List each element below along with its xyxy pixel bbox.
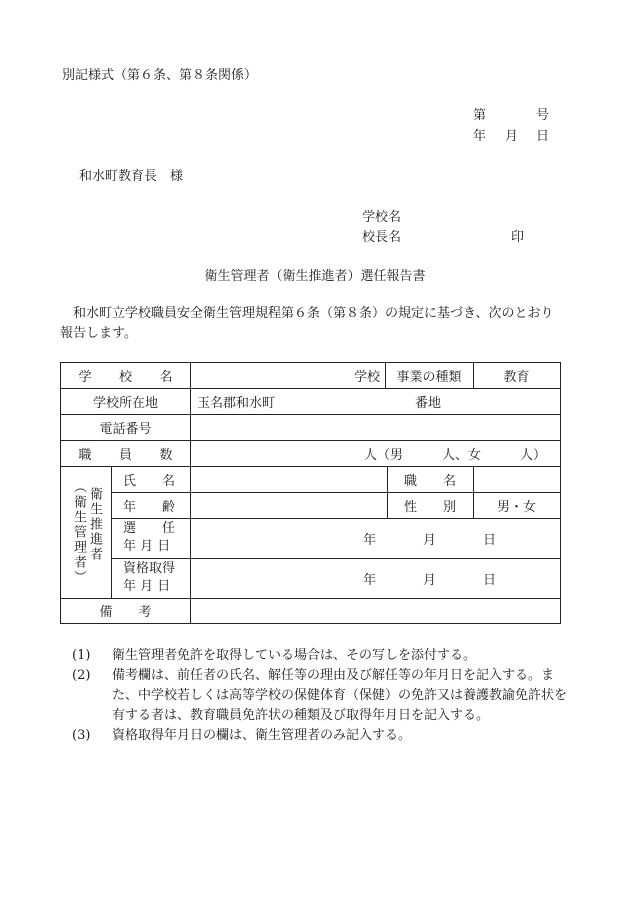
date-year-label: 年 — [473, 129, 487, 144]
name-header: 氏 名 — [123, 473, 176, 489]
staff-count-field[interactable] — [190, 440, 560, 466]
remarks-header: 備 考 — [99, 605, 152, 620]
appointment-date-field[interactable] — [190, 518, 560, 558]
note-text: 衛生管理者免許を取得している場合は、その写しを添付する。 — [112, 648, 477, 663]
age-header: 年 齢 — [123, 499, 176, 515]
qualification-date-header — [111, 558, 190, 598]
qualification-header-line2: 年 月 日 — [123, 579, 171, 594]
note-item — [72, 666, 572, 726]
phone-field[interactable] — [190, 414, 560, 440]
form-reference: 別記様式（第６条、第８条関係） — [62, 68, 258, 83]
appointment-header-line1: 選 任 — [123, 521, 176, 536]
qualification-header-line1: 資格取得 — [123, 561, 176, 576]
staff-count-value: 人（男 人、女 人） — [363, 447, 546, 463]
note-item — [72, 726, 572, 746]
name-field[interactable] — [190, 466, 387, 492]
number-label: 第 — [473, 108, 487, 123]
manager-group-label-1: （衛生管理者） — [71, 479, 86, 585]
business-type-value: 教育 — [503, 370, 530, 385]
appointment-date-header — [111, 518, 190, 558]
qualification-month: 月 — [423, 572, 437, 588]
note-item — [72, 646, 572, 666]
notes-list — [72, 646, 572, 746]
gender-header: 性 別 — [403, 499, 456, 515]
school-suffix: 学校 — [353, 370, 380, 385]
appointment-day: 日 — [483, 532, 497, 548]
note-number: (2) — [72, 668, 91, 683]
principal-name-label: 校長名 — [362, 230, 402, 245]
address-value: 玉名郡和水町 — [197, 395, 276, 411]
age-field[interactable] — [190, 492, 387, 518]
gender-value[interactable]: 男・女 — [496, 499, 536, 515]
appointment-month: 月 — [423, 532, 437, 548]
school-name-label: 学校名 — [362, 210, 402, 225]
appointment-header-line2: 年 月 日 — [123, 539, 171, 554]
appointment-year: 年 — [363, 532, 377, 548]
remarks-field[interactable] — [190, 598, 560, 623]
job-title-field[interactable] — [473, 466, 560, 492]
body-text: 和水町立学校職員安全衛生管理規程第６条（第８条）の規定に基づき、次のとおり報告します。 — [60, 306, 554, 341]
qualification-date-field[interactable] — [190, 558, 560, 598]
address-suffix: 番地 — [415, 395, 442, 411]
note-number: (3) — [72, 728, 91, 743]
school-name-field[interactable] — [190, 363, 385, 388]
address-field[interactable] — [190, 388, 560, 414]
school-name-header: 学 校 名 — [78, 370, 185, 385]
manager-group-label-2: 衛生推進者 — [87, 486, 102, 562]
report-table — [60, 362, 561, 624]
business-type-header: 事業の種類 — [396, 370, 462, 385]
manager-group-label — [61, 466, 111, 598]
number-suffix: 号 — [536, 108, 550, 123]
phone-header: 電話番号 — [99, 421, 152, 437]
addressee: 和水町教育長 様 — [79, 169, 184, 184]
seal-label: 印 — [511, 230, 525, 245]
date-day-label: 日 — [536, 129, 550, 144]
note-number: (1) — [72, 648, 91, 663]
document-title: 衛生管理者（衛生推進者）選任報告書 — [204, 269, 426, 284]
date-month-label: 月 — [505, 129, 519, 144]
address-header: 学校所在地 — [92, 395, 158, 411]
note-text: 備考欄は、前任者の氏名、解任等の理由及び解任等の年月日を記入する。また、中学校若しくは高等学校の保健体育（保健）の免許又は養護教諭免許状を有する者は、教育職員免許状の種類及び取得年月日を記入する。 — [112, 668, 568, 723]
job-title-header: 職 名 — [403, 473, 456, 489]
note-text: 資格取得年月日の欄は、衛生管理者のみ記入する。 — [112, 728, 412, 743]
staff-count-header: 職 員 数 — [78, 447, 185, 463]
qualification-year: 年 — [363, 572, 377, 588]
qualification-day: 日 — [483, 572, 497, 588]
